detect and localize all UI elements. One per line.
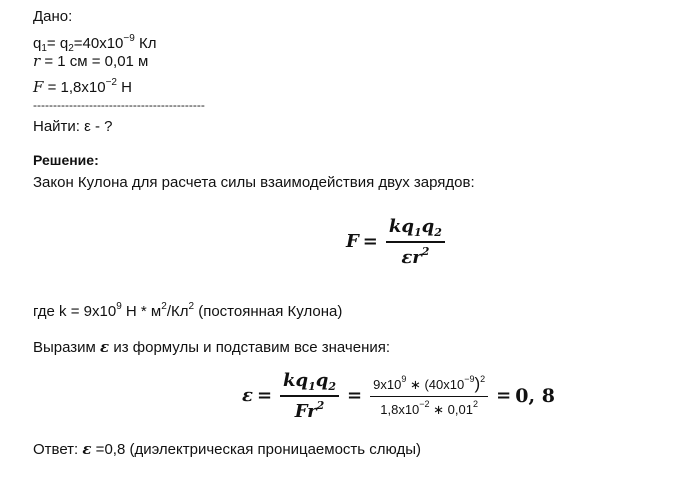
find-text: Найти: ε - ? xyxy=(33,118,113,135)
q1-subscript: 1 xyxy=(41,43,47,54)
numeric-num-a-exp: 9 xyxy=(401,373,407,384)
answer-prefix: Ответ: xyxy=(33,441,83,458)
express-suffix: из формулы и подставим все значения: xyxy=(109,339,391,356)
numeric-num-b: ∗ (40x10 xyxy=(406,376,465,392)
formula2-fraction-bar xyxy=(280,395,339,397)
charge-unit: Кл xyxy=(134,35,157,52)
formula2-equals-2: = xyxy=(347,385,363,407)
formula2-equals-3: = xyxy=(496,385,512,407)
formula1-fraction xyxy=(386,216,445,268)
numeric-num-c-exp: 2 xyxy=(480,373,486,384)
formula1-num-sub2: 2 xyxy=(434,226,442,239)
formula1-fraction-bar xyxy=(386,241,445,243)
formula2-lhs: ε xyxy=(242,385,253,407)
q2-subscript: 2 xyxy=(68,43,74,54)
solution-heading xyxy=(33,151,99,169)
divider-text: ------------------------------------------- xyxy=(33,98,205,112)
r-symbol: r xyxy=(33,52,41,70)
formula2-den-text: Fr xyxy=(294,400,317,422)
formula2-num-sub1: 1 xyxy=(308,380,316,393)
formula1-numerator xyxy=(386,216,445,239)
formula2-num-q2: q xyxy=(315,370,329,391)
formula1-num-kq: kq xyxy=(388,216,414,237)
solution-intro-text: Закон Кулона для расчета силы взаимодействия двух зарядов: xyxy=(33,174,475,191)
numeric-den-b-exp: 2 xyxy=(472,398,478,409)
express-line xyxy=(33,338,390,357)
numeric-den-a: 1,8x10 xyxy=(380,401,420,417)
given-heading xyxy=(33,8,72,26)
given-distance-line xyxy=(33,52,148,71)
formula2-numeric-numerator xyxy=(370,374,488,394)
answer-suffix: =0,8 (диэлектрическая проницаемость слюды) xyxy=(91,441,421,458)
constant-units-kl: /Кл xyxy=(166,303,189,320)
formula2-denominator xyxy=(292,399,328,422)
constant-units-mid: Н * м xyxy=(121,303,162,320)
constant-m-exponent: 2 xyxy=(161,301,167,312)
force-unit: Н xyxy=(116,79,132,96)
formula2-num-kq: kq xyxy=(283,370,309,391)
formula1-num-q2: q xyxy=(421,216,435,237)
solution-heading-text: Решение: xyxy=(33,152,99,168)
formula2-numeric-denominator xyxy=(377,399,481,418)
f-symbol: F xyxy=(33,78,44,96)
formula2-numerator xyxy=(280,370,339,393)
coulomb-formula xyxy=(346,216,449,268)
formula1-lhs: F xyxy=(346,231,359,253)
find-line xyxy=(33,118,113,136)
formula2-den-sup: 2 xyxy=(316,398,325,412)
charge-exponent: −9 xyxy=(123,33,135,44)
q1-symbol: q xyxy=(33,35,42,52)
numeric-num-b-exp: −9 xyxy=(464,373,475,384)
given-force-line xyxy=(33,74,132,97)
distance-value: = 1 см = 0,01 м xyxy=(40,53,149,70)
formula2-fraction-symbolic xyxy=(280,370,339,422)
formula2-numeric-bar xyxy=(370,396,488,397)
numeric-den-b: ∗ 0,01 xyxy=(429,401,473,417)
force-exponent: −2 xyxy=(105,77,117,88)
formula2-fraction-numeric xyxy=(370,374,488,418)
answer-line xyxy=(33,440,421,459)
formula1-denominator xyxy=(398,245,432,268)
express-epsilon: ε xyxy=(100,338,110,356)
force-value: = 1,8x10 xyxy=(43,79,106,96)
numeric-num-a: 9x10 xyxy=(373,376,402,392)
numeric-num-close-paren: ) xyxy=(474,373,481,393)
solution-intro xyxy=(33,174,475,192)
constant-line xyxy=(33,298,342,321)
formula1-den-sup: 2 xyxy=(421,244,430,258)
constant-exponent: 9 xyxy=(116,301,122,312)
constant-kl-exponent: 2 xyxy=(188,301,195,312)
constant-suffix: (постоянная Кулона) xyxy=(194,303,343,320)
numeric-den-a-exp: −2 xyxy=(419,398,430,409)
formula1-equals: = xyxy=(362,231,378,253)
formula2-equals: = xyxy=(256,385,273,407)
epsilon-formula xyxy=(242,370,555,422)
given-heading-text: Дано: xyxy=(33,8,73,25)
formula1-den-text: εr xyxy=(401,246,422,268)
formula2-num-sub2: 2 xyxy=(328,380,337,393)
constant-prefix: где k = 9x10 xyxy=(33,303,117,320)
charge-value: =40x10 xyxy=(73,35,124,52)
divider-line xyxy=(33,96,205,114)
formula1-num-sub1: 1 xyxy=(413,226,422,239)
q2-symbol: = q xyxy=(46,35,69,52)
express-prefix: Выразим xyxy=(33,339,101,356)
formula2-result: 0, 8 xyxy=(515,384,555,407)
answer-epsilon: ε xyxy=(82,440,92,458)
